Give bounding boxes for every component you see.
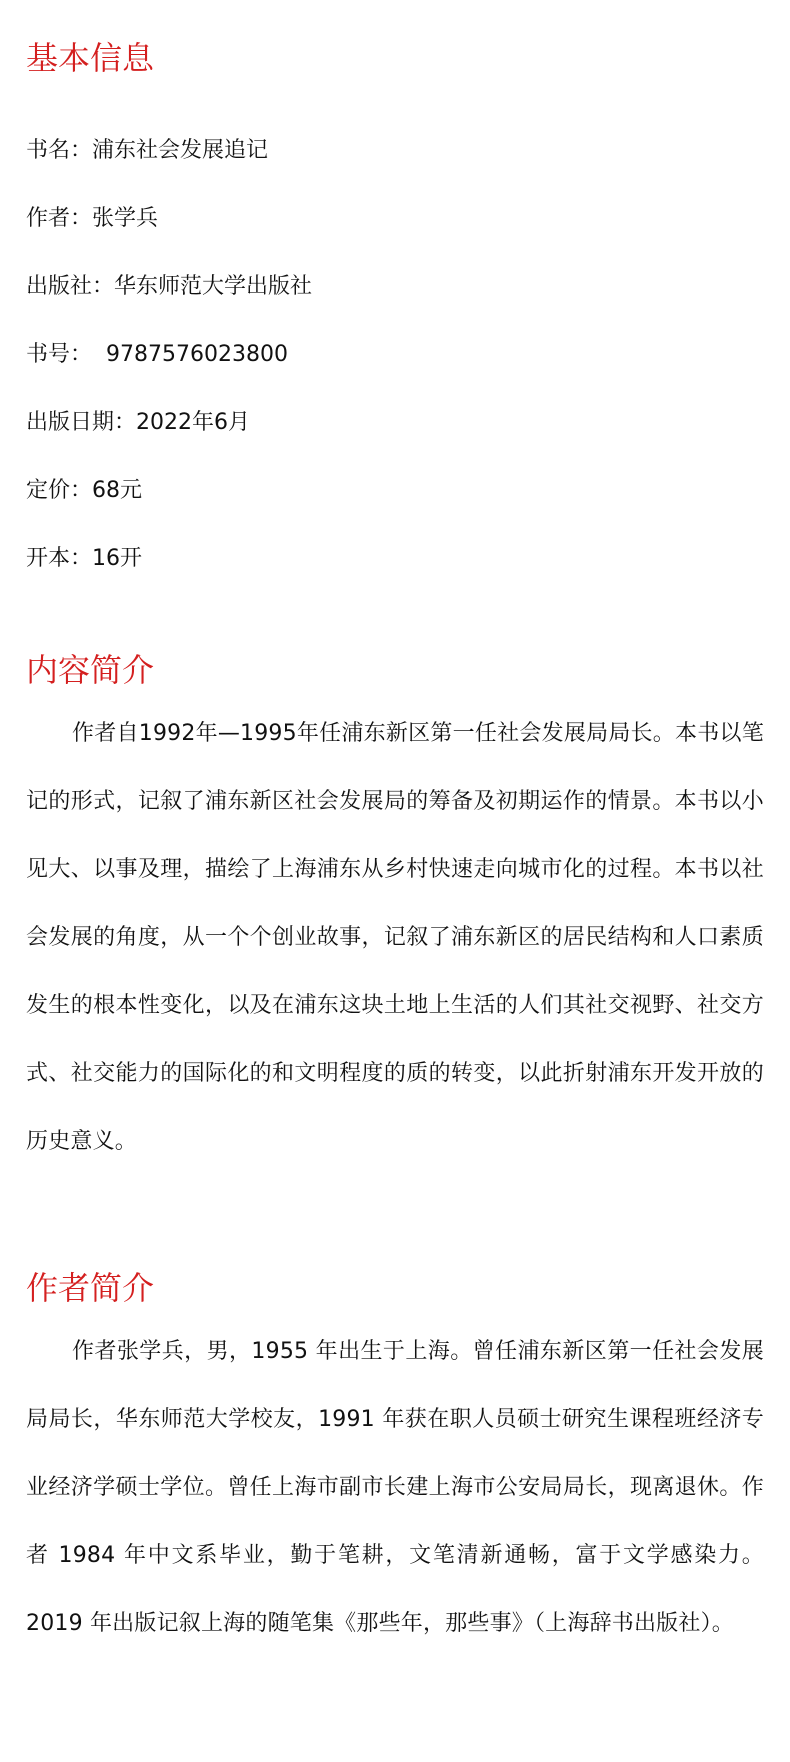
author-intro-title: 作者简介: [26, 1269, 155, 1307]
info-publish-date: 出版日期：2022年6月: [26, 410, 250, 435]
author-intro-text: 作者张学兵，男，1955 年出生于上海。曾任浦东新区第一任社会发展局局长，华东师范大学校友，1991 年获在职人员硕士研究生课程班经济专业经济学硕士学位。曾任上海市副市长建上海市公安局局长，现离退休。作者 1984 年中文系毕业，勤于笔耕，文笔清新通畅，富于文学感染力。2019 年出版记叙上海的随笔集《那些年，那些事》（上海辞书出版社）。: [26, 1339, 764, 1636]
content-intro-section: [26, 650, 764, 1176]
content-intro-text: 作者自1992年—1995年任浦东新区第一任社会发展局局长。本书以笔记的形式，记叙了浦东新区社会发展局的筹备及初期运作的情景。本书以小见大、以事及理，描绘了上海浦东从乡村快速走向城市化的过程。本书以社会发展的角度，从一个个创业故事，记叙了浦东新区的居民结构和人口素质发生的根本性变化，以及在浦东这块土地上生活的人们其社交视野、社交方式、社交能力的国际化的和文明程度的质的转变，以此折射浦东开发开放的历史意义。: [26, 721, 764, 1154]
basic-info-list: [26, 136, 764, 612]
info-format: 开本：16开: [26, 546, 142, 571]
info-book-name: 书名：浦东社会发展追记: [26, 138, 269, 163]
info-publisher: 出版社：华东师范大学出版社: [26, 274, 313, 299]
basic-info-section: [26, 38, 764, 612]
info-author: 作者：张学兵: [26, 206, 159, 231]
info-price: 定价：68元: [26, 478, 142, 503]
content-intro-title: 内容简介: [26, 651, 155, 689]
info-isbn: 书号： 9787576023800: [26, 342, 288, 367]
basic-info-title: 基本信息: [26, 39, 155, 77]
author-intro-section: [26, 1268, 764, 1658]
